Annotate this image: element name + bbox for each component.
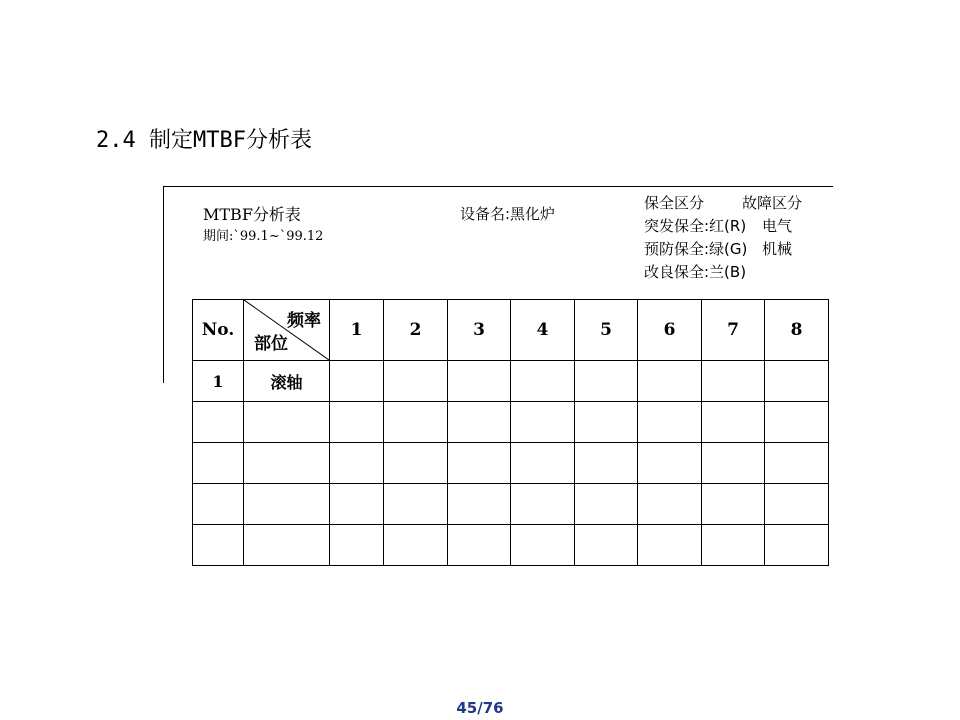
form-period: 期间:`99.1~`99.12 — [203, 229, 324, 244]
column-header: 1 — [330, 300, 384, 361]
frequency-cell — [448, 484, 511, 525]
page-number: 45/76 — [456, 699, 504, 717]
frequency-cell — [448, 361, 511, 402]
column-header: 6 — [638, 300, 702, 361]
row-number-cell: 1 — [193, 361, 244, 402]
mtbf-analysis-table — [192, 299, 829, 566]
frequency-cell — [638, 525, 702, 566]
table-header-row — [193, 300, 829, 361]
part-cell — [244, 402, 330, 443]
legend-header-left: 保全区分 — [644, 194, 705, 212]
frequency-cell — [511, 525, 575, 566]
frequency-cell — [765, 402, 829, 443]
frequency-cell — [330, 402, 384, 443]
part-cell — [244, 484, 330, 525]
frequency-cell — [330, 525, 384, 566]
frequency-cell — [575, 525, 638, 566]
frequency-cell — [330, 443, 384, 484]
frequency-cell — [765, 484, 829, 525]
frequency-cell — [448, 402, 511, 443]
row-number-cell — [193, 484, 244, 525]
frequency-cell — [638, 443, 702, 484]
form-name: MTBF分析表 — [203, 205, 301, 224]
column-header: 5 — [575, 300, 638, 361]
part-cell — [244, 525, 330, 566]
frequency-cell — [330, 361, 384, 402]
equipment-name: 设备名:黑化炉 — [460, 205, 556, 223]
table-row — [193, 361, 829, 402]
table-row — [193, 402, 829, 443]
frequency-cell — [702, 484, 765, 525]
row-number-cell — [193, 443, 244, 484]
legend-header-right: 故障区分 — [742, 194, 803, 212]
frequency-cell — [384, 402, 448, 443]
column-header: 4 — [511, 300, 575, 361]
frequency-cell — [384, 525, 448, 566]
frequency-cell — [448, 525, 511, 566]
column-header: 2 — [384, 300, 448, 361]
frequency-cell — [384, 361, 448, 402]
legend-failure-type: 机械 — [762, 240, 793, 258]
form-frame-left-line — [163, 186, 164, 383]
part-cell — [244, 443, 330, 484]
column-header: 3 — [448, 300, 511, 361]
row-number-cell — [193, 525, 244, 566]
part-cell: 滚轴 — [244, 361, 330, 402]
legend-maintenance-type: 改良保全:兰(B) — [644, 263, 747, 281]
frequency-part-header — [244, 300, 330, 361]
frequency-cell — [702, 443, 765, 484]
frequency-cell — [638, 361, 702, 402]
legend-failure-type: 电气 — [762, 217, 793, 235]
no-column-header: No. — [193, 300, 244, 361]
table-row — [193, 484, 829, 525]
frequency-cell — [575, 402, 638, 443]
frequency-cell — [384, 484, 448, 525]
table-row — [193, 443, 829, 484]
frequency-cell — [448, 443, 511, 484]
frequency-cell — [511, 443, 575, 484]
frequency-cell — [575, 484, 638, 525]
frequency-cell — [511, 484, 575, 525]
frequency-cell — [575, 443, 638, 484]
frequency-cell — [330, 484, 384, 525]
table-row — [193, 525, 829, 566]
column-header: 8 — [765, 300, 829, 361]
frequency-cell — [384, 443, 448, 484]
frequency-cell — [511, 361, 575, 402]
frequency-cell — [638, 402, 702, 443]
frequency-cell — [765, 361, 829, 402]
frequency-cell — [638, 484, 702, 525]
frequency-cell — [511, 402, 575, 443]
frequency-cell — [765, 443, 829, 484]
form-frame-top-line — [163, 186, 833, 187]
legend-maintenance-type: 突发保全:红(R) — [644, 217, 747, 235]
column-header: 7 — [702, 300, 765, 361]
row-number-cell — [193, 402, 244, 443]
frequency-cell — [575, 361, 638, 402]
frequency-cell — [702, 402, 765, 443]
part-label: 部位 — [254, 334, 288, 354]
legend-maintenance-type: 预防保全:绿(G) — [644, 240, 748, 258]
frequency-label: 频率 — [287, 311, 321, 331]
slide-title: 2.4 制定MTBF分析表 — [96, 128, 312, 153]
frequency-cell — [702, 525, 765, 566]
frequency-cell — [765, 525, 829, 566]
frequency-cell — [702, 361, 765, 402]
